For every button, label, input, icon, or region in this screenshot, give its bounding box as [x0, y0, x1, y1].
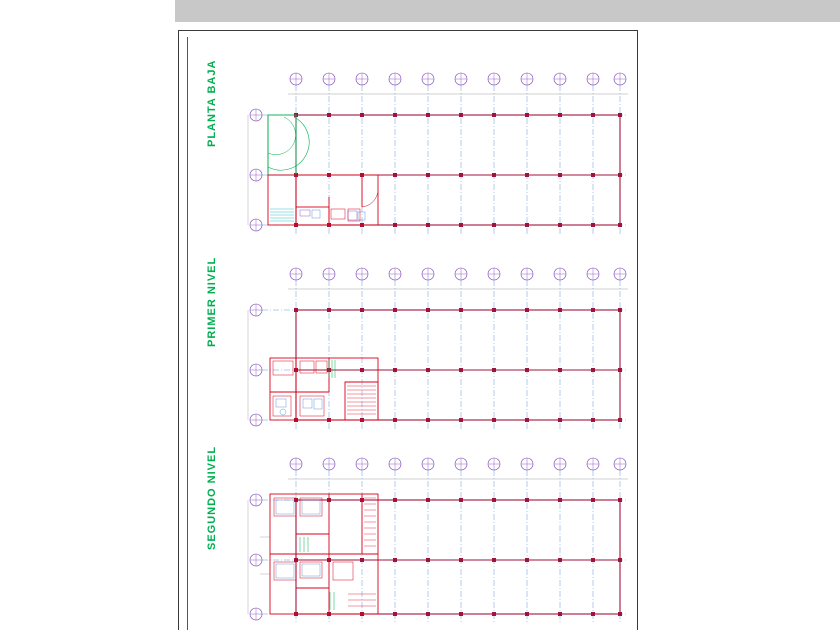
plan-title-primer-nivel: PRIMER NIVEL	[206, 256, 218, 347]
columns	[294, 498, 622, 616]
drawing-sheet	[178, 30, 638, 630]
grid-bubbles-top	[290, 268, 626, 280]
furniture	[300, 210, 365, 220]
plan-title-planta-baja: PLANTA BAJA	[206, 59, 218, 147]
viewer-top-band-right	[660, 0, 840, 22]
floor-plan-planta-baja	[188, 57, 631, 247]
grid-axis-lines	[262, 280, 626, 430]
grid-axis-lines	[262, 85, 626, 235]
beds	[276, 500, 320, 578]
stairs	[270, 209, 294, 221]
viewer-top-band	[175, 0, 660, 22]
columns	[294, 308, 622, 422]
stairs	[347, 386, 376, 414]
grid-bubbles-top	[290, 458, 626, 470]
grid-bubbles-left	[250, 109, 262, 231]
grid-bubbles-top	[290, 73, 626, 85]
columns	[294, 113, 622, 227]
plan-drawing-planta-baja	[188, 57, 638, 247]
plan-drawing-primer-nivel	[188, 252, 638, 442]
furniture	[276, 399, 322, 415]
sheet-inner-border	[187, 37, 631, 630]
floor-plan-primer-nivel	[188, 252, 631, 442]
grid-bubbles-left	[250, 304, 262, 426]
interior-walls	[268, 175, 378, 225]
plan-drawing-segundo-nivel	[188, 442, 638, 637]
floor-plan-segundo-nivel	[188, 442, 631, 637]
bedroom-walls	[270, 494, 378, 614]
entry-zone	[268, 115, 309, 175]
structure-outline	[296, 500, 620, 614]
structure-outline	[296, 115, 620, 225]
plan-title-segundo-nivel: SEGUNDO NIVEL	[206, 445, 218, 550]
grid-axis-lines	[262, 470, 626, 624]
grid-bubbles-left	[250, 494, 262, 620]
